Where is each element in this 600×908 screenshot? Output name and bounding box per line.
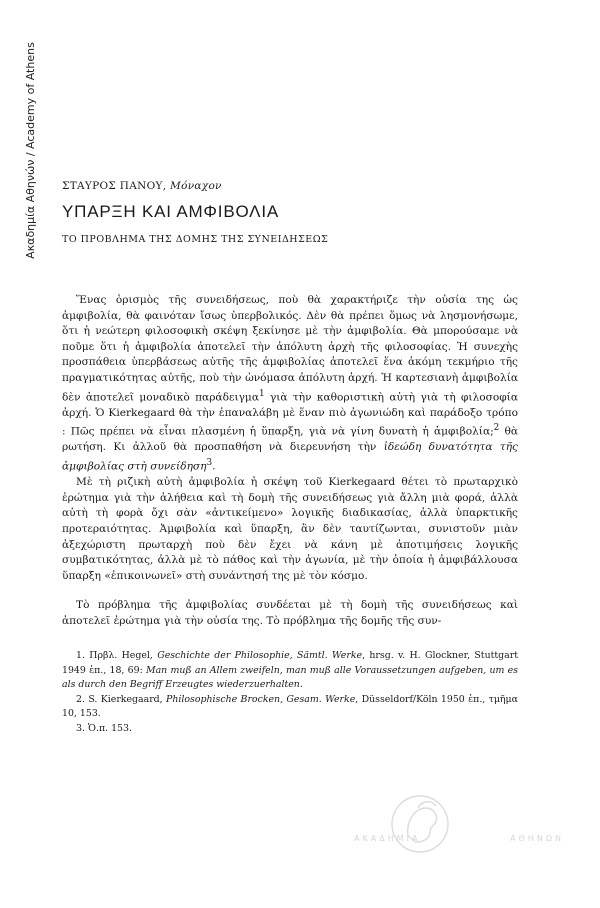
footnote-1-part-a: 1. Πρβλ. Hegel, (76, 650, 158, 662)
footnote-2-part-a: 2. S. Kierkegaard, (76, 693, 167, 705)
paragraph-1-part-c: θὰ ρωτήση. Κι ἀλλοῦ θὰ προσπαθήση νὰ διερευνήση τὴν (62, 425, 518, 454)
article-page (62, 180, 518, 736)
footnotes (62, 649, 518, 735)
paragraph-1-part-d: . (212, 460, 216, 473)
footnote-2-italic: Philosophische Brocken, Gesam. Werke (166, 693, 356, 705)
footnote-2-part-b: , Düsseldorf/Köln 1950 ἑπ., τμῆμα 10, 153. (62, 693, 518, 720)
watermark-left-word: ΑΚΑΔΗΜΙΑ (354, 834, 421, 843)
paragraph-2: Μὲ τὴ ριζικὴ αὐτὴ ἀμφιβολία ἡ σκέψη τοῦ Kierkegaard θέτει τὸ πρωταρχικὸ ἐρώτημα γιὰ τὴν ἀλήθεια καὶ τὴ δομὴ τῆς συνειδήσεως γιὰ ἄλλη μιὰ φορά, ἀλλὰ αὐτὴ τὴ φορὰ ὄχι σὰν «ἀντικείμενο» λογικῆς διαδικασίας, ἀλλὰ ὑπαρκτικῆς προτεραιότητας. Ἀμφιβολία καὶ ὕπαρξη, ἂν δὲν ταυτίζωνται, συνιστοῦν μιὰν ἀξεχώριστη πρωταρχὴ ποὺ δὲν ἔχει νὰ κάνη μὲ ἀποτιμήσεις λογικῆς συμβατικότητας, ἀλλὰ μὲ τὸ πάθος καὶ τὴν ἀγωνία, μὲ τὴν ὁποία ἡ ἀμφιβάλλουσα ὕπαρξη «ἐπικοινωνεῖ» στὴ συνάντησή της μὲ τὸν κόσμο. (62, 476, 518, 582)
author-name: ΣΤΑΥΡΟΣ ΠΑΝΟΥ, (62, 180, 167, 192)
footnote-ref-1: 1 (258, 388, 265, 399)
footnote-ref-3: 3 (206, 458, 213, 468)
footnote-2 (62, 693, 518, 722)
footnote-3: 3. Ὁ.π. 153. (76, 722, 132, 734)
footnote-1-part-b: , hrsg. v. H. Glockner, Stuttgart 1949 ἑπ., 18, 69: (62, 650, 518, 676)
article-body (62, 293, 518, 629)
paragraph-1-part-a: Ἕνας ὁρισμὸς τῆς συνειδήσεως, ποὺ θὰ χαρακτήριζε τὴν οὐσία της ὡς ἀμφιβολία, θὰ φαινόταν ἴσως ὑπερβολικός. Δὲν θὰ πρέπει ὅμως νὰ λησμονήσωμε, ὅτι ἡ νεώτερη φιλοσοφικὴ σκέψη ξεκίνησε μὲ τὴν ἀμφιβολία. Θὰ μπορούσαμε νὰ ποῦμε ὅτι ἡ ἀμφιβολία ἀποτελεῖ τὴν ἀπόλυτη ἀρχὴ τῆς φιλοσοφίας. Ἡ συνεχὴς προσπάθεια ὑπερβάσεως αὐτῆς τῆς ἀμφιβολίας ἀποτελεῖ ἕνα ἀκόμη τεκμήριο τῆς πραγματικότητας αὐτῆς, ποὺ τὴν ὠνόμασα ἀπόλυτη ἀρχή. Ἡ καρτεσιανὴ ἀμφιβολία δὲν ἀποτελεῖ μοναδικὸ παράδειγμα (62, 294, 518, 404)
footnote-1-italic-1: Geschichte der Philosophie, Sämtl. Werke (157, 650, 363, 662)
article-subtitle: ΤΟ ΠΡΟΒΛΗΜΑ ΤΗΣ ΔΟΜΗΣ ΤΗΣ ΣΥΝΕΙΔΗΣΕΩΣ (62, 234, 329, 245)
academy-watermark (354, 792, 564, 872)
author-line (62, 180, 518, 192)
footnote-ref-2: 2 (493, 423, 500, 434)
paragraph-3: Τὸ πρόβλημα τῆς ἀμφιβολίας συνδέεται μὲ τὴ δομὴ τῆς συνειδήσεως καὶ ἀποτελεῖ ἐρώτημα γιὰ τὴν οὐσία της. Τὸ πρόβλημα τῆς δομῆς τῆς συν- (62, 599, 518, 627)
academy-side-stamp (22, 40, 38, 260)
side-stamp-text: Ακαδημία Αθηνών / Academy of Athens (23, 41, 37, 259)
footnote-1 (62, 649, 518, 692)
watermark-text (354, 834, 564, 843)
paragraph-1-italic: ἰδεώδη δυνατότητα τῆς ἀμφιβολίας στὴ συνείδηση (62, 441, 518, 473)
athena-head-icon (388, 792, 452, 856)
footnote-1-italic-2: Man muß an Allem zweifeln, man muß alle Voraussetzungen aufgeben, um es als durch den Begriff Erzeugtes wiederzuerhalten. (62, 664, 518, 691)
author-role: Μόναχον (170, 180, 222, 192)
watermark-right-word: ΑΘΗΝΩΝ (510, 834, 564, 843)
paragraph-1 (62, 293, 518, 475)
article-title: ΥΠΑΡΞΗ ΚΑΙ ΑΜΦΙΒΟΛΙΑ (62, 202, 279, 221)
paragraph-1-part-b: γιὰ τὴν καθοριστικὴ αὐτὴ γιὰ τὴ φιλοσοφία ἀρχή. Ὁ Kierkegaard θὰ τὴν ἐπαναλάβη μὲ ἕναν πιὸ ἀγωνιώδη καὶ παράδοξο τρόπο : Πῶς πρέπει νὰ εἶναι πλασμένη ἡ ὕπαρξη, γιὰ νὰ γίνη δυνατὴ ἡ ἀμφιβολία; (62, 391, 518, 438)
